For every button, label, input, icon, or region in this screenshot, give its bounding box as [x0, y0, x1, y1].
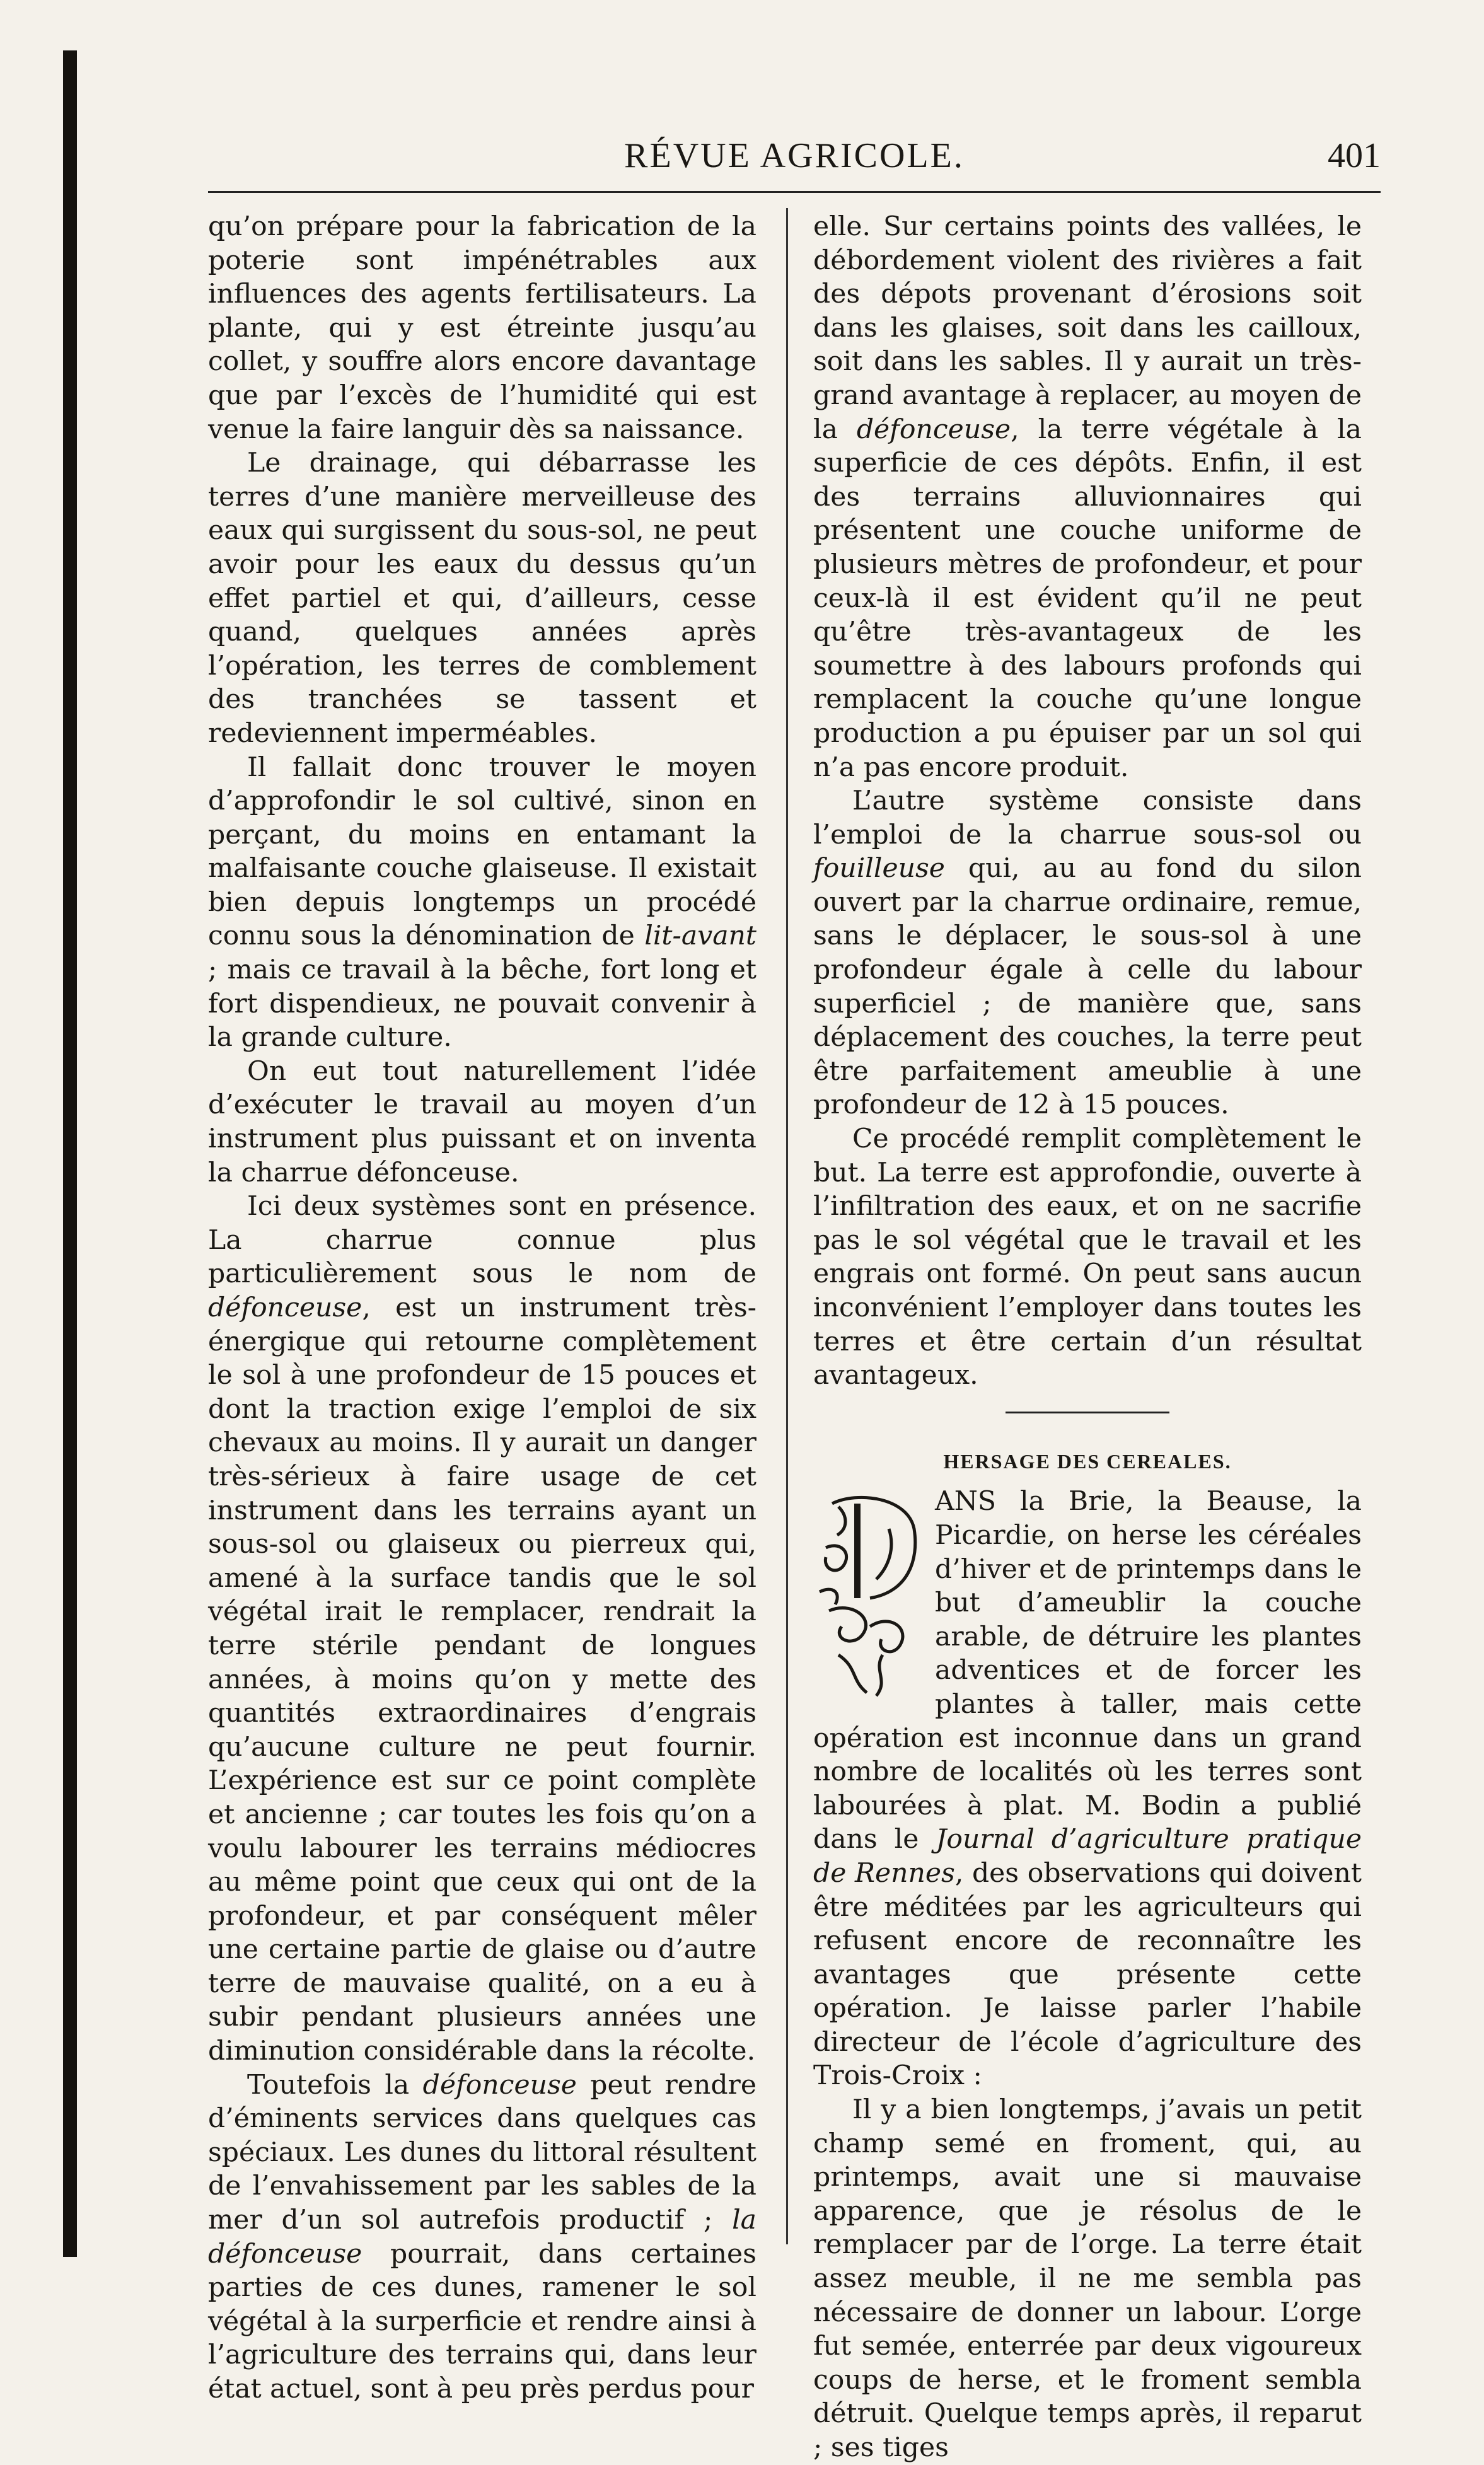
text-run: pourrait, dans certaines parties de ces dunes, ramener le sol végétal à la surperficie et rendre ainsi à l’agriculture des terrains qui, dans leur état actuel, sont à peu près perdus pour	[208, 2238, 756, 2404]
text-run: Toutefois la	[247, 2069, 410, 2101]
left-column	[208, 210, 756, 2406]
paragraph: On eut tout naturellement l’idée d’exécuter le travail au moyen d’un instrument plus puissant et on inventa la charrue défonceuse.	[208, 1055, 756, 1188]
text-run: Ici deux systèmes sont en présence. La charrue connue plus particulièrement sous le nom de	[208, 1191, 756, 1290]
page-header	[208, 129, 1381, 186]
section-heading: HERSAGE DES CEREALES.	[943, 1449, 1232, 1473]
column-divider	[786, 208, 788, 2244]
text-run: elle. Sur certains points des vallées, le débordement violent des rivières a fait des dépots provenant d’érosions soit dans les glaises, soit dans les cailloux, soit dans les sables. Il y aurait un très-grand avantage à replacer, au moyen de la	[813, 211, 1362, 445]
page-binding-edge	[63, 50, 77, 2257]
book-page	[208, 0, 1381, 2463]
italic-term: défonceuse	[208, 1292, 362, 1323]
text-run: L’autre système consiste dans l’emploi de la charrue sous-sol ou	[813, 786, 1362, 850]
paragraph: Ce procédé remplit complètement le but. La terre est approfondie, ouverte à l’infiltration des eaux, et on ne sacrifie pas le sol végétal que le travail et les engrais ont formé. On peut sans aucun inconvénient l’employer dans toutes les terres et être certain d’un résultat avantageux.	[813, 1123, 1362, 1391]
drop-cap-letter	[813, 1491, 924, 1525]
text-run: , est un instrument très-énergique qui retourne complètement le sol à une profondeur de 15 pouces et dont la traction exige l’emploi de six chevaux au moins. Il y aurait un danger très-sérieux à faire usage de cet instrument dans les terrains ayant un sous-sol ou glaiseux ou pierreux qui, amené à la surface tandis que le sol végétal irait le remplacer, rendrait la terre stérile pendant de longues années, à moins qu’on y mette des quantités extraordinaires d’engrais qu’aucune culture ne peut fournir. L’expérience est sur ce point complète et ancienne ; car toutes les fois qu’on a voulu labourer les terrains médiocres au même point que ceux qui ont de la profondeur, et par conséquent mêler une certaine partie de glaise ou d’autre terre de mauvaise qualité, on a eu à subir pendant plusieurs années une diminution considérable dans la récolte.	[208, 1292, 756, 2067]
italic-title: Journal d’agriculture pratique de Rennes	[813, 1824, 1362, 1889]
text-run: ; mais ce travail à la bêche, fort long et fort dispendieux, ne pouvait convenir à la grande culture.	[208, 954, 756, 1053]
text-run: , la terre végétale à la superficie de ces dépôts. Enfin, il est des terrains alluvionnaires qui présentent une couche uniforme de plusieurs mètres de profondeur, et pour ceux-là il est évident qu’il ne peut qu’être très-avantageux de les soumettre à des labours profonds qui remplacent la couche qu’une longue production a pu épuiser par un sol qui n’a pas encore produit.	[813, 414, 1362, 783]
ornamental-drop-cap	[813, 1491, 924, 1702]
text-run: ANS la Brie, la Beause, la Picardie, on herse les céréales d’hiver et de printemps dans le but d’ameublir la couche arable, de détruire les plantes adventices et de forcer les plantes à taller, mais cette opération est inconnue dans un grand nombre de localités où les terres sont labourées à plat. M. Bodin a publié dans le	[813, 1486, 1362, 1855]
paragraph	[813, 784, 1362, 1122]
paragraph	[208, 1190, 756, 2068]
header-rule	[208, 191, 1381, 193]
section-separator-rule	[1006, 1412, 1169, 1413]
text-run: qui, au au fond du silon ouvert par la charrue ordinaire, remue, sans le déplacer, le sous-sol à une profondeur égale à celle du labour superficiel ; de manière que, sans déplacement des couches, la terre peut être parfaitement ameublie à une profondeur de 12 à 15 pouces.	[813, 853, 1362, 1121]
text-run: peut rendre d’éminents services dans quelques cas spéciaux. Les dunes du littoral résultent de l’envahissement par les sables de la mer d’un sol autrefois productif ;	[208, 2069, 756, 2236]
italic-term: défonceuse	[422, 2069, 577, 2101]
italic-term: lit-avant	[644, 920, 756, 952]
text-run: Il fallait donc trouver le moyen d’approfondir le sol cultivé, sinon en perçant, du moins en entamant la malfaisante couche glaiseuse. Il existait bien depuis longtemps un procédé connu sous la dénomination de	[208, 751, 756, 952]
italic-term: défonceuse	[856, 414, 1011, 445]
running-title: RÉVUE AGRICOLE.	[624, 136, 965, 175]
page-number: 401	[1328, 136, 1381, 175]
right-column	[813, 210, 1362, 2465]
paragraph: qu’on prépare pour la fabrication de la poterie sont impénétrables aux influences des agents fertilisateurs. La plante, qui y est étreinte jusqu’au collet, y souffre alors encore davantage que par l’excès de l’humidité qui est venue la faire languir dès sa naissance.	[208, 211, 756, 445]
paragraph	[208, 2068, 756, 2406]
italic-term: la défonceuse	[208, 2205, 756, 2270]
text-run: , des observations qui doivent être méditées par les agriculteurs qui refusent encore de reconnaître les avantages que présente cette opération. Je laisse parler l’habile directeur de l’école d’agriculture des Trois-Croix :	[813, 1857, 1362, 2092]
paragraph: Le drainage, qui débarrasse les terres d’une manière merveilleuse des eaux qui surgissent du sous-sol, ne peut avoir pour les eaux du dessus qu’un effet partiel et qui, d’ailleurs, cesse quand, quelques années après l’opération, les terres de comblement des tranchées se tassent et redeviennent imperméables.	[208, 448, 756, 749]
italic-term: fouilleuse	[813, 853, 945, 884]
paragraph	[813, 210, 1362, 784]
paragraph	[208, 751, 756, 1055]
paragraph: Il y a bien longtemps, j’avais un petit champ semé en froment, qui, au printemps, avait une si mauvaise apparence, que je résolus de le remplacer par de l’orge. La terre était assez meuble, il ne me sembla pas nécessaire de donner un labour. L’orge fut semée, enterrée par deux vigoureux coups de herse, et le froment sembla détruit. Quelque temps après, il reparut ; ses tiges	[813, 2094, 1362, 2463]
